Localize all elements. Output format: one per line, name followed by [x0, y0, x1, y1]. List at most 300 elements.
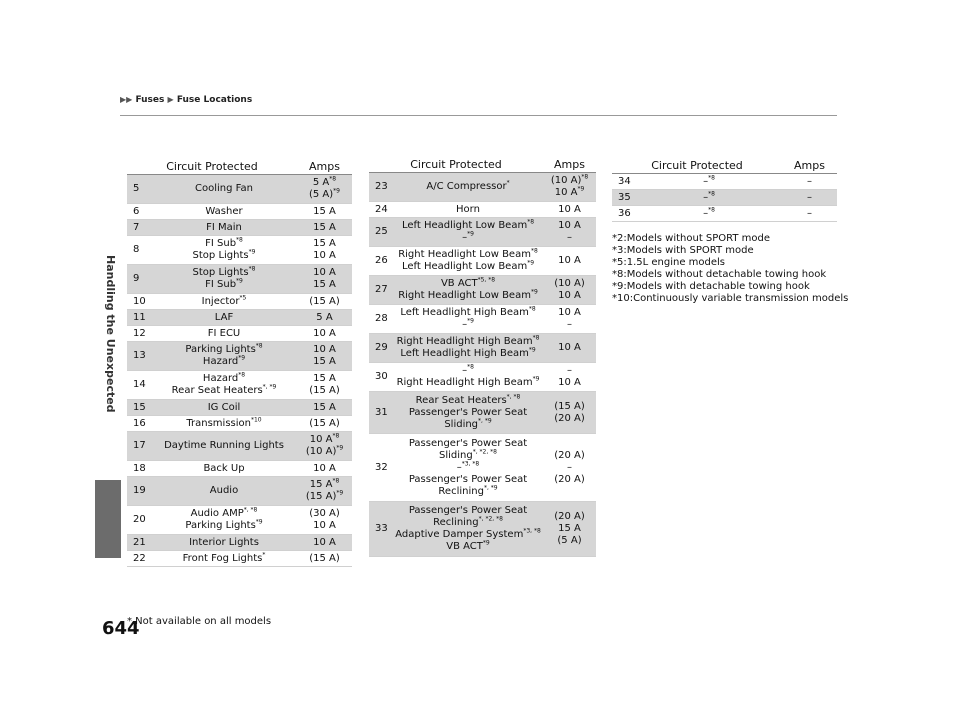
cell-line [395, 517, 541, 529]
fuse-number: 29 [369, 334, 393, 363]
cell-text: Left Headlight Low Beam [401, 261, 528, 272]
cell-text: 15 A [313, 373, 336, 384]
fuse-number: 30 [369, 363, 393, 392]
note-line: *8:Models without detachable towing hook [612, 269, 827, 280]
footnote-ref: *5 [239, 294, 247, 302]
amps-cell [297, 236, 352, 265]
cell-line [153, 537, 295, 549]
cell-text: Front Fog Lights [182, 552, 263, 564]
cell-line [395, 529, 541, 541]
header-divider [120, 115, 837, 116]
cell-line [153, 402, 295, 414]
cell-text: 10 A [558, 290, 581, 301]
cell-line [545, 474, 594, 486]
circuit-cell [393, 218, 543, 247]
cell-text: 15 A [313, 221, 336, 233]
footnote-ref: *8 [329, 175, 337, 183]
circuit-cell [151, 310, 297, 326]
cell-text: 15 A [313, 401, 336, 413]
fuse-row [369, 392, 596, 434]
cell-line [395, 204, 541, 216]
cell-text: (10 A) [554, 278, 585, 289]
cell-line [299, 206, 350, 218]
footnote-ref: *8 [238, 371, 246, 379]
circuit-cell [151, 416, 297, 432]
circuit-cell [151, 204, 297, 220]
fuse-row [369, 218, 596, 247]
cell-text: Hazard [202, 373, 239, 384]
fuse-number: 27 [369, 276, 393, 305]
cell-line [545, 462, 594, 474]
amps-cell [782, 206, 837, 222]
breadcrumb [120, 95, 252, 105]
circuit-cell [151, 477, 297, 506]
cell-line [153, 385, 295, 397]
cell-line [299, 553, 350, 565]
fuse-row [369, 502, 596, 557]
circuit-cell [151, 175, 297, 204]
cell-text: – [567, 319, 572, 330]
amps-cell [297, 477, 352, 506]
fuse-number: 28 [369, 305, 393, 334]
footnote-ref: *8 [332, 432, 340, 440]
cell-line [545, 342, 594, 354]
fuse-number: 19 [127, 477, 151, 506]
breadcrumb-fuse-locations[interactable]: Fuse Locations [176, 95, 253, 105]
footnote-ref: *, *2, *8 [478, 515, 503, 523]
note-line: *5:1.5L engine models [612, 257, 726, 268]
cell-line [545, 278, 594, 290]
cell-line [153, 183, 295, 195]
footnote-ref: *8 [467, 363, 474, 371]
cell-text: Passenger's Power Seat [408, 473, 528, 485]
cell-line [299, 222, 350, 234]
cell-line [153, 238, 295, 250]
cell-line [545, 535, 594, 547]
footnote-ref: *8 [255, 342, 263, 350]
column-header-amps: Amps [782, 157, 837, 174]
cell-text: (10 A) [305, 446, 337, 457]
cell-text: – [703, 207, 709, 219]
cell-text: Back Up [203, 462, 245, 474]
circuit-cell [151, 551, 297, 567]
cell-text: VB ACT [446, 541, 483, 552]
footnote-ref: *3, *8 [523, 527, 541, 535]
cell-text: 15 A [313, 238, 336, 249]
fuse-table-1 [127, 158, 352, 567]
fuse-row [127, 477, 352, 506]
cell-text: – [462, 232, 468, 243]
fuse-row [369, 305, 596, 334]
cell-text: Stop Lights [192, 267, 249, 278]
cell-text: Reclining [433, 517, 479, 528]
amps-cell [297, 461, 352, 477]
cell-line [638, 176, 780, 188]
cell-line [395, 319, 541, 331]
fuse-row [127, 220, 352, 236]
fuse-number: 34 [612, 174, 636, 190]
cell-line [153, 344, 295, 356]
fuse-number: 6 [127, 204, 151, 220]
fuse-row [369, 202, 596, 218]
circuit-cell [636, 190, 782, 206]
footnote-ref: *9 [336, 444, 344, 452]
cell-text: Rear Seat Heaters [171, 385, 263, 396]
amps-cell [543, 363, 596, 392]
cell-line [299, 520, 350, 532]
cell-line [299, 189, 350, 201]
footnote-ref: *9 [482, 539, 490, 547]
side-tab-label: Handling the Unexpected [104, 255, 117, 413]
footnote-ref: *, *9 [478, 417, 492, 425]
cell-line [784, 192, 835, 204]
cell-text: – [567, 232, 572, 243]
fuse-row [369, 363, 596, 392]
cell-text: Parking Lights [185, 344, 256, 355]
fuse-row [127, 432, 352, 461]
amps-cell [297, 204, 352, 220]
fuse-row [612, 190, 837, 206]
cell-text: LAF [214, 311, 234, 323]
column-header-circuit: Circuit Protected [612, 157, 782, 174]
cell-text: (15 A) [309, 385, 340, 396]
footnote-ref: *3, *8 [461, 460, 480, 468]
footnote-ref: *10 [250, 416, 262, 424]
cell-text: Passenger's Power Seat [408, 406, 528, 418]
circuit-cell [636, 174, 782, 190]
cell-line [395, 462, 541, 474]
circuit-cell [151, 432, 297, 461]
footnote-ref: *9 [248, 248, 256, 256]
fuse-row [127, 175, 352, 204]
cell-text: Horn [456, 203, 480, 215]
cell-text: Adaptive Damper System [395, 529, 524, 540]
cell-text: 10 A [558, 255, 581, 266]
circuit-cell [636, 206, 782, 222]
fuse-row [369, 247, 596, 276]
cell-text: 15 A [309, 479, 333, 490]
column-header-circuit: Circuit Protected [369, 156, 543, 173]
cell-line [395, 336, 541, 348]
fuse-row [127, 461, 352, 477]
cell-line [153, 206, 295, 218]
note-line: *2:Models without SPORT mode [612, 233, 771, 244]
cell-text: Right Headlight Low Beam [398, 249, 531, 260]
footnote-ref: *9 [467, 230, 474, 238]
fuse-number: 13 [127, 342, 151, 371]
cell-line [299, 279, 350, 291]
amps-cell [297, 310, 352, 326]
cell-text: – [567, 461, 572, 473]
cell-text: (5 A) [308, 189, 334, 200]
fuse-number: 16 [127, 416, 151, 432]
circuit-cell [151, 220, 297, 236]
cell-text: FI Sub [205, 279, 237, 290]
fuse-row [127, 310, 352, 326]
cell-line [395, 505, 541, 517]
cell-text: (15 A) [554, 400, 585, 412]
cell-line [299, 537, 350, 549]
amps-cell [543, 392, 596, 434]
footnote-ref: *9 [577, 185, 585, 193]
cell-line [395, 365, 541, 377]
cell-text: (20 A) [554, 412, 585, 424]
fuse-number: 21 [127, 535, 151, 551]
cell-text: (20 A) [554, 473, 585, 485]
cell-text: Right Headlight Low Beam [398, 290, 531, 301]
footnote-ref: *9 [255, 518, 263, 526]
amps-cell [543, 173, 596, 202]
cell-line [545, 319, 594, 331]
fuse-row [127, 236, 352, 265]
circuit-cell [393, 392, 543, 434]
amps-cell [297, 535, 352, 551]
cell-text: Transmission [186, 417, 251, 429]
cell-line [299, 267, 350, 279]
cell-text: Rear Seat Heaters [415, 394, 507, 406]
cell-line [545, 220, 594, 232]
fuse-row [369, 276, 596, 305]
cell-text: Washer [205, 205, 243, 217]
cell-text: – [807, 191, 812, 203]
cell-text: FI ECU [207, 327, 241, 339]
cell-line [395, 181, 541, 193]
cell-text: Right Headlight High Beam [396, 336, 533, 347]
cell-line [299, 250, 350, 262]
cell-text: – [456, 461, 462, 473]
fuse-number: 25 [369, 218, 393, 247]
cell-text: IG Coil [207, 401, 241, 413]
cell-line [395, 232, 541, 244]
cell-text: (15 A) [309, 295, 340, 307]
amps-cell [297, 551, 352, 567]
cell-line [638, 208, 780, 220]
cell-text: – [567, 365, 572, 376]
cell-line [784, 208, 835, 220]
cell-text: 10 A [313, 250, 336, 261]
side-tab-marker [95, 480, 121, 558]
cell-line [299, 491, 350, 503]
cell-line [545, 377, 594, 389]
amps-cell [297, 506, 352, 535]
cell-text: (30 A) [309, 508, 340, 519]
fuse-row [127, 204, 352, 220]
amps-cell [297, 416, 352, 432]
fuse-row [127, 294, 352, 310]
cell-text: Stop Lights [192, 250, 249, 261]
cell-text: – [703, 191, 709, 203]
amps-cell [297, 342, 352, 371]
cell-line [395, 278, 541, 290]
footnote-ref: *8 [332, 477, 340, 485]
column-header-amps: Amps [297, 158, 352, 175]
cell-line [395, 377, 541, 389]
amps-cell [543, 502, 596, 557]
cell-text: 10 A [313, 520, 336, 531]
cell-text: (15 A) [309, 552, 340, 564]
circuit-cell [393, 334, 543, 363]
cell-line [299, 356, 350, 368]
circuit-cell [393, 247, 543, 276]
amps-cell [543, 305, 596, 334]
arrow-icon: ▶▶ [120, 95, 133, 104]
cell-line [299, 402, 350, 414]
cell-line [395, 438, 541, 450]
fuse-row [127, 506, 352, 535]
footnote-ref: *9 [467, 317, 474, 325]
footnote-ref: *, *2, *8 [472, 448, 497, 456]
cell-text: 10 A [309, 434, 333, 445]
fuse-number: 24 [369, 202, 393, 218]
fuse-row [369, 173, 596, 202]
footnote-ref: *8 [532, 334, 540, 342]
footnote-ref: * [506, 179, 510, 187]
cell-text: 10 A [313, 267, 336, 278]
footnote-ref: *9 [528, 346, 536, 354]
circuit-cell [151, 342, 297, 371]
fuse-row [612, 206, 837, 222]
fuse-row [127, 265, 352, 294]
amps-cell [297, 400, 352, 416]
cell-text: 10 A [313, 536, 336, 548]
footnote-ref: *9 [336, 489, 344, 497]
circuit-cell [393, 202, 543, 218]
amps-cell [297, 220, 352, 236]
footnote-ref: *9 [333, 187, 340, 195]
cell-line [153, 296, 295, 308]
cell-text: VB ACT [440, 278, 478, 289]
circuit-cell [151, 371, 297, 400]
fuse-row [127, 371, 352, 400]
cell-text: Daytime Running Lights [164, 440, 284, 451]
fuse-number: 7 [127, 220, 151, 236]
cell-text: 15 A [558, 523, 581, 534]
fuse-number: 31 [369, 392, 393, 434]
cell-line [545, 307, 594, 319]
amps-cell [297, 294, 352, 310]
cell-line [545, 450, 594, 462]
circuit-cell [151, 461, 297, 477]
cell-line [545, 413, 594, 425]
fuse-table-2 [369, 156, 596, 557]
circuit-cell [151, 236, 297, 265]
amps-cell [543, 247, 596, 276]
cell-line [299, 312, 350, 324]
amps-cell [543, 434, 596, 502]
cell-line [638, 192, 780, 204]
cell-line [153, 279, 295, 291]
cell-line [395, 249, 541, 261]
footnote-ref: *9 [530, 288, 538, 296]
fuse-row [369, 434, 596, 502]
cell-line [299, 373, 350, 385]
cell-text: A/C Compressor [426, 181, 507, 192]
cell-text: – [462, 319, 468, 330]
fuse-number: 17 [127, 432, 151, 461]
cell-text: Passenger's Power Seat [408, 505, 528, 516]
amps-cell [543, 202, 596, 218]
cell-line [299, 177, 350, 189]
fuse-row [127, 551, 352, 567]
amps-cell [543, 334, 596, 363]
cell-text: 10 A [558, 220, 581, 231]
amps-cell [297, 326, 352, 342]
arrow-icon: ▶ [167, 95, 174, 104]
cell-text: Left Headlight High Beam [400, 307, 529, 318]
footnote-ref: *, *8 [243, 506, 258, 514]
side-tab [95, 0, 123, 722]
cell-text: Passenger's Power Seat [408, 437, 528, 449]
footnote-ref: *9 [238, 354, 246, 362]
cell-line [299, 344, 350, 356]
fuse-number: 8 [127, 236, 151, 265]
cell-line [299, 238, 350, 250]
fuse-row [127, 416, 352, 432]
breadcrumb-fuses[interactable]: Fuses [135, 95, 165, 105]
fuse-number: 22 [127, 551, 151, 567]
cell-line [153, 553, 295, 565]
circuit-cell [151, 265, 297, 294]
cell-text: 10 A [313, 462, 336, 474]
cell-text: FI Main [206, 221, 242, 233]
circuit-cell [151, 400, 297, 416]
fuse-number: 32 [369, 434, 393, 502]
fuse-row [127, 326, 352, 342]
fuse-table-3 [612, 157, 837, 222]
footnote-ref: *, *9 [262, 383, 277, 391]
cell-line [299, 508, 350, 520]
footnote-ref: *8 [248, 265, 256, 273]
cell-text: – [462, 365, 468, 376]
fuse-number: 18 [127, 461, 151, 477]
cell-line [395, 261, 541, 273]
footnote-ref: *9 [236, 277, 243, 285]
footnote-ref: *9 [527, 259, 535, 267]
cell-text: – [703, 175, 709, 187]
cell-line [545, 290, 594, 302]
amps-cell [297, 175, 352, 204]
cell-line [784, 176, 835, 188]
footnote-ref: *8 [527, 218, 535, 226]
fuse-row [127, 535, 352, 551]
cell-text: Left Headlight High Beam [400, 348, 529, 359]
footnote-ref: * [262, 551, 266, 559]
fuse-row [127, 400, 352, 416]
cell-text: (20 A) [554, 511, 585, 522]
note-line: *10:Continuously variable transmission models [612, 293, 849, 304]
cell-text: 10 A [554, 187, 578, 198]
note-line: *9:Models with detachable towing hook [612, 281, 810, 292]
circuit-cell [151, 506, 297, 535]
cell-line [395, 474, 541, 486]
cell-text: – [807, 175, 812, 187]
cell-line [153, 222, 295, 234]
amps-cell [782, 174, 837, 190]
cell-line [545, 523, 594, 535]
circuit-cell [393, 173, 543, 202]
cell-line [153, 520, 295, 532]
cell-text: 10 A [313, 344, 336, 355]
cell-text: (15 A) [305, 491, 337, 502]
cell-line [545, 175, 594, 187]
cell-text: Sliding [444, 418, 479, 430]
cell-line [395, 407, 541, 419]
cell-text: Cooling Fan [195, 183, 253, 194]
circuit-cell [393, 502, 543, 557]
cell-text: Audio [209, 485, 239, 496]
amps-cell [297, 432, 352, 461]
fuse-number: 10 [127, 294, 151, 310]
